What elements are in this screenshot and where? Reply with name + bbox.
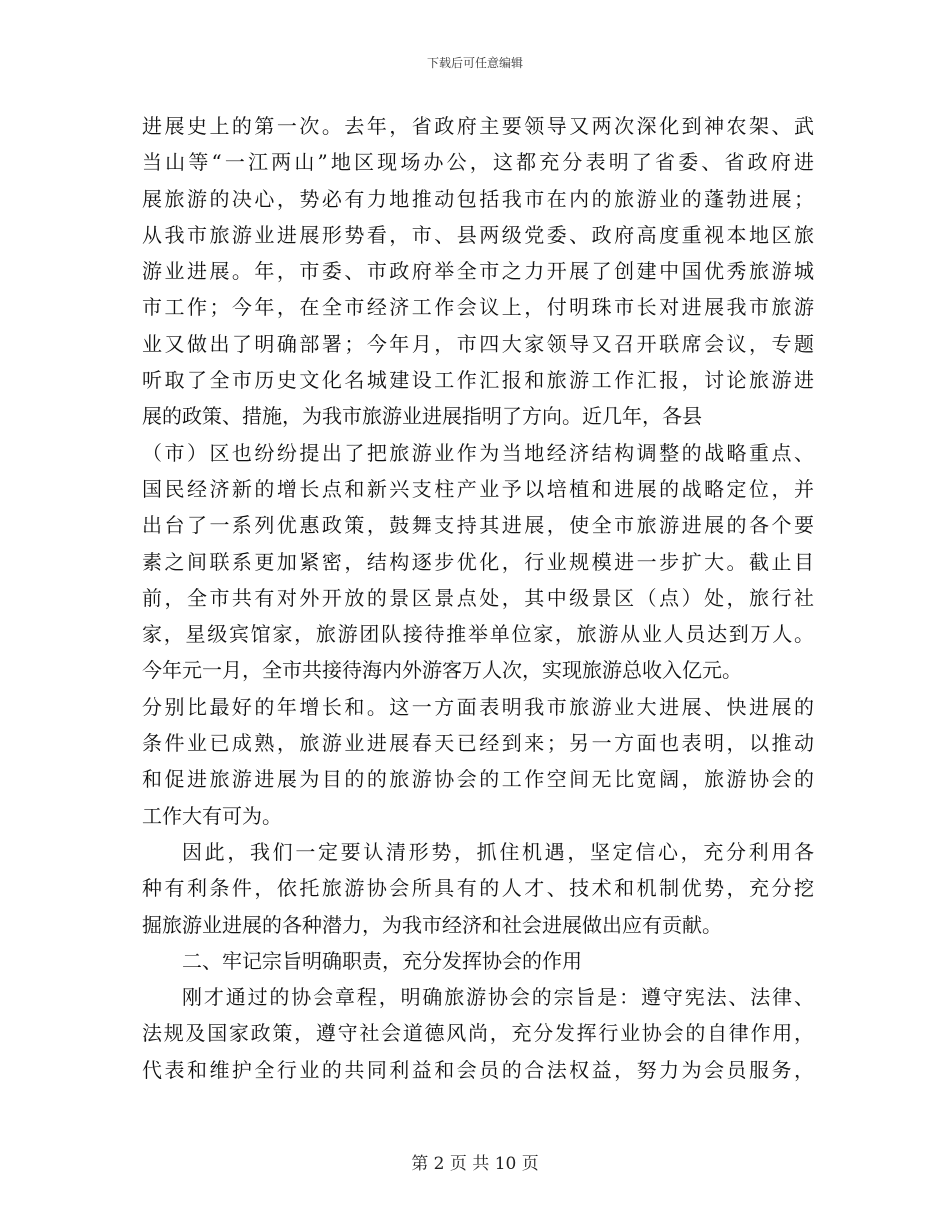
text-line: 分别比最好的年增长和。这一方面表明我市旅游业大进展、快进展的 xyxy=(142,694,814,719)
text-line: 种有利条件，依托旅游协会所具有的人才、技术和机制优势，充分挖 xyxy=(142,876,814,901)
text-line: 从我市旅游业进展形势看，市、县两级党委、政府高度重视本地区旅 xyxy=(142,222,814,247)
text-line: 法规及国家政策，遵守社会道德风尚，充分发挥行业协会的自律作用， xyxy=(142,1021,814,1046)
text-line: 游业进展。年，市委、市政府举全市之力开展了创建中国优秀旅游城 xyxy=(142,259,814,284)
text-line: 展旅游的决心，势必有力地推动包括我市在内的旅游业的蓬勃进展； xyxy=(142,186,814,211)
text-line: 今年元一月，全市共接待海内外游客万人次，实现旅游总收入亿元。 xyxy=(142,658,742,683)
text-line: 和促进旅游进展为目的的旅游协会的工作空间无比宽阔，旅游协会的 xyxy=(142,767,814,792)
document-body xyxy=(142,108,814,1088)
text-line: 家，星级宾馆家，旅游团队接待推举单位家，旅游从业人员达到万人。 xyxy=(142,622,814,647)
text-line: 进展史上的第一次。去年，省政府主要领导又两次深化到神农架、武 xyxy=(142,114,814,138)
text-line: 掘旅游业进展的各种潜力，为我市经济和社会进展做出应有贡献。 xyxy=(142,912,722,937)
text-line: 展的政策、措施，为我市旅游业进展指明了方向。近几年，各县 xyxy=(142,404,702,429)
text-line: 因此，我们一定要认清形势，抓住机遇，坚定信心，充分利用各 xyxy=(182,839,814,864)
text-line: 市工作；今年，在全市经济工作会议上，付明珠市长对进展我市旅游 xyxy=(142,295,814,320)
text-line: 代表和维护全行业的共同利益和会员的合法权益，努力为会员服务， xyxy=(142,1057,814,1082)
text-line: 素之间联系更加紧密，结构逐步优化，行业规模进一步扩大。截止目 xyxy=(142,549,814,574)
text-line: 工作大有可为。 xyxy=(142,803,282,828)
text-line: 听取了全市历史文化名城建设工作汇报和旅游工作汇报，讨论旅游进 xyxy=(142,368,814,393)
text-line: 刚才通过的协会章程，明确旅游协会的宗旨是：遵守宪法、法律、 xyxy=(182,985,814,1010)
text-line: 条件业已成熟，旅游业进展春天已经到来；另一方面也表明，以推动 xyxy=(142,731,814,756)
section-heading: 二、牢记宗旨明确职责，充分发挥协会的作用 xyxy=(182,948,582,973)
page-number: 第 2 页 共 10 页 xyxy=(411,1154,539,1174)
text-line: 当山等“一江两山”地区现场办公，这都充分表明了省委、省政府进 xyxy=(142,150,814,175)
text-line: （市）区也纷纷提出了把旅游业作为当地经济结构调整的战略重点、 xyxy=(142,440,814,465)
text-line: 出台了一系列优惠政策，鼓舞支持其进展，使全市旅游进展的各个要 xyxy=(142,513,814,538)
page-header: 下载后可任意编辑 xyxy=(426,56,523,70)
text-line: 国民经济新的增长点和新兴支柱产业予以培植和进展的战略定位，并 xyxy=(142,476,814,501)
text-line: 业又做出了明确部署；今年月，市四大家领导又召开联席会议，专题 xyxy=(142,331,814,356)
text-line: 前，全市共有对外开放的景区景点处，其中级景区（点）处，旅行社 xyxy=(142,585,814,610)
